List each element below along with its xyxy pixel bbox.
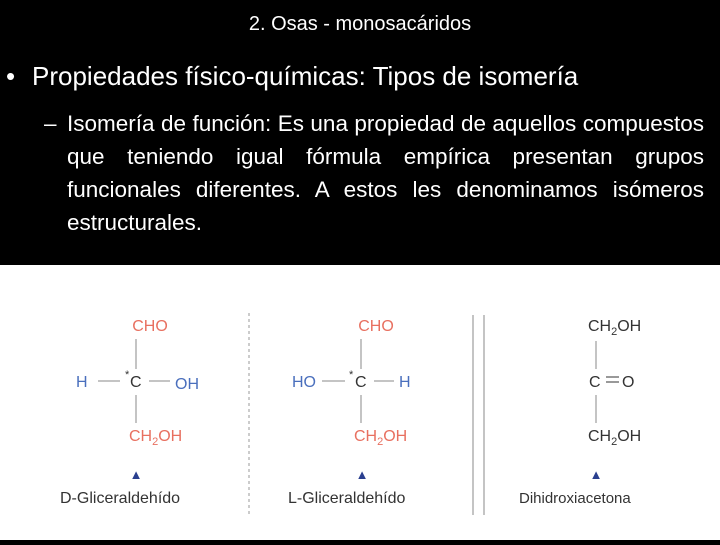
d-ch2oh-label: $CH_2OH$ [129,428,183,448]
dha-top-ch2oh: $CH_2OH$ [588,318,642,338]
dha-marker-icon: ▲ [589,467,603,482]
d-marker-icon: ▲ [129,467,143,482]
d-glyceraldehyde-caption: D-Gliceraldehído [60,490,181,507]
d-glyceraldehyde-structure [60,318,199,507]
l-glyceraldehyde-structure [288,318,411,507]
l-marker-icon: ▲ [355,467,369,482]
sub-bullet-text: Isomería de función: Es una propiedad de aquellos compuestos que teniendo igual fórmula empírica presentan grupos funcionales diferentes. A estos les denominamos isómeros estructurales. [67,111,704,235]
dihydroxyacetone-structure [519,318,641,507]
l-right-substituent: H [399,374,411,391]
sub-bullet [44,107,704,239]
dha-carbonyl-oxygen: O [622,374,635,391]
l-glyceraldehyde-caption: L-Gliceraldehído [288,490,406,507]
dha-carbonyl-carbon: C [589,374,601,391]
isomer-figure [0,265,720,540]
l-center-carbon: C [355,374,367,391]
sub-bullet-dash: – [44,111,57,136]
bullet-dot-icon: • [6,61,16,91]
dha-bottom-ch2oh: $CH_2OH$ [588,428,642,448]
d-center-carbon: C [130,374,142,391]
main-bullet [6,61,716,92]
slide-header-title: 2. Osas - monosacáridos [248,13,472,35]
l-cho-label: CHO [358,318,394,335]
slide-text-area [0,0,720,265]
d-left-substituent: H [76,374,88,391]
l-chiral-star: * [349,369,354,381]
d-right-substituent: OH [175,376,199,393]
d-chiral-star: * [125,369,130,381]
main-bullet-text: Propiedades físico-químicas: Tipos de isomería [32,61,579,91]
l-left-substituent: HO [292,374,316,391]
d-cho-label: CHO [132,318,168,335]
l-ch2oh-label: $CH_2OH$ [354,428,408,448]
dihydroxyacetone-caption: Dihidroxiacetona [519,490,631,507]
isomer-structures-svg [0,265,720,540]
